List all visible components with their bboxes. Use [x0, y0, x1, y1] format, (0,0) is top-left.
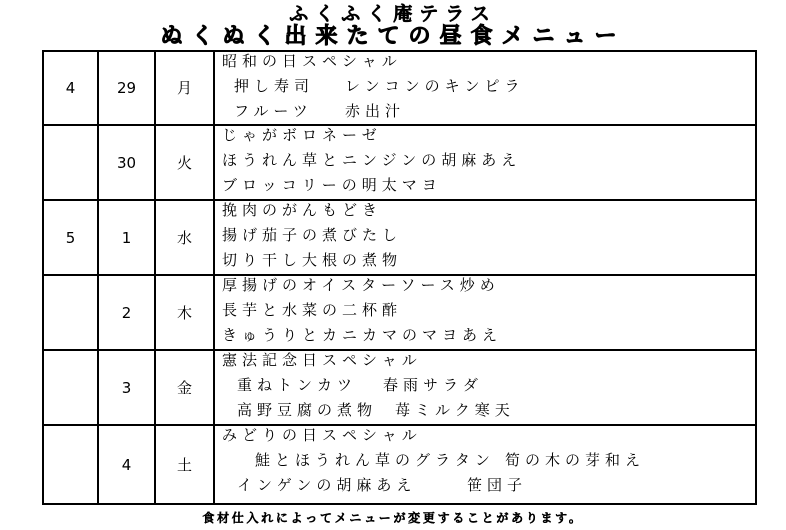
- weekday-cell: 水: [154, 201, 213, 274]
- page-title: ふくふく庵テラス: [289, 3, 497, 25]
- weekday-cell: 木: [154, 276, 213, 349]
- dish-name: 高野豆腐の煮物: [237, 401, 378, 419]
- weekday-cell: 金: [154, 351, 213, 424]
- dish-name: 赤出汁: [345, 102, 406, 120]
- dish-line: [222, 398, 755, 423]
- dishes-cell: [213, 126, 755, 199]
- day-cell: 30: [97, 126, 154, 199]
- dish-line: [222, 273, 755, 298]
- dish-name: フルーツ: [234, 102, 313, 120]
- day-cell: 29: [97, 52, 154, 124]
- dish-name: 厚揚げのオイスターソース炒め: [222, 276, 500, 294]
- dish-line: [222, 74, 755, 99]
- day-cell: 4: [97, 426, 154, 503]
- menu-row: [44, 426, 755, 505]
- footer-note: 食材仕入れによってメニューが変更することがあります。: [202, 511, 584, 525]
- dish-line: [222, 298, 755, 323]
- dish-name: ほうれん草とニンジンの胡麻あえ: [222, 151, 522, 169]
- dish-line: [222, 448, 755, 473]
- dishes-cell: [213, 426, 755, 503]
- dish-line: [222, 223, 755, 248]
- dish-name: 切り干し大根の煮物: [222, 251, 403, 269]
- menu-row: [44, 201, 755, 276]
- dish-name: レンコンのキンピラ: [345, 77, 525, 95]
- dish-name: じゃがボロネーゼ: [222, 126, 382, 144]
- weekday-cell: 火: [154, 126, 213, 199]
- dish-name: 笹団子: [467, 476, 528, 494]
- month-cell: [44, 276, 97, 349]
- menu-row: [44, 126, 755, 201]
- dish-line: [222, 348, 755, 373]
- dish-line: [222, 49, 755, 74]
- day-cell: 1: [97, 201, 154, 274]
- dish-line: [222, 99, 755, 124]
- special-name: みどりの日スペシャル: [222, 426, 422, 444]
- dish-line: [222, 423, 755, 448]
- lunch-menu-table: [42, 50, 757, 505]
- menu-subtitle: ぬくぬく出来たての昼食メニュー: [160, 24, 626, 49]
- dish-line: [222, 173, 755, 198]
- dish-name: 春雨サラダ: [383, 376, 483, 394]
- dishes-cell: [213, 276, 755, 349]
- menu-row: [44, 351, 755, 426]
- dish-name: 鮭とほうれん草のグラタン: [255, 451, 495, 469]
- dish-line: [222, 373, 755, 398]
- dish-name: ブロッコリーの明太マヨ: [222, 176, 442, 194]
- menu-row: [44, 276, 755, 351]
- month-cell: [44, 426, 97, 503]
- dish-name: きゅうりとカニカマのマヨあえ: [222, 326, 503, 344]
- dish-line: [222, 198, 755, 223]
- dish-name: 長芋と水菜の二杯酢: [222, 301, 403, 319]
- weekday-cell: 月: [154, 52, 213, 124]
- month-cell: 4: [65, 79, 76, 97]
- dish-name: インゲンの胡麻あえ: [237, 476, 417, 494]
- dish-name: 押し寿司: [234, 77, 315, 95]
- special-name: 昭和の日スペシャル: [222, 52, 402, 70]
- month-cell: [44, 351, 97, 424]
- dish-line: [222, 473, 755, 498]
- day-cell: 2: [97, 276, 154, 349]
- day-cell: 3: [97, 351, 154, 424]
- dish-name: 筍の木の芽和え: [505, 451, 646, 469]
- month-cell: 5: [65, 228, 76, 247]
- dish-name: 揚げ茄子の煮びたし: [222, 226, 403, 244]
- dish-line: [222, 123, 755, 148]
- weekday-cell: 土: [154, 426, 213, 503]
- dish-name: 挽肉のがんもどき: [222, 201, 383, 219]
- dish-name: 苺ミルク寒天: [395, 401, 515, 419]
- special-name: 憲法記念日スペシャル: [222, 351, 422, 369]
- month-cell: [44, 126, 97, 199]
- dish-line: [222, 248, 755, 273]
- dishes-cell: [213, 351, 755, 424]
- dishes-cell: [213, 201, 755, 274]
- dishes-cell: [213, 52, 755, 124]
- dish-name: 重ねトンカツ: [237, 376, 358, 394]
- dish-line: [222, 323, 755, 348]
- dish-line: [222, 148, 755, 173]
- menu-row: [44, 52, 755, 126]
